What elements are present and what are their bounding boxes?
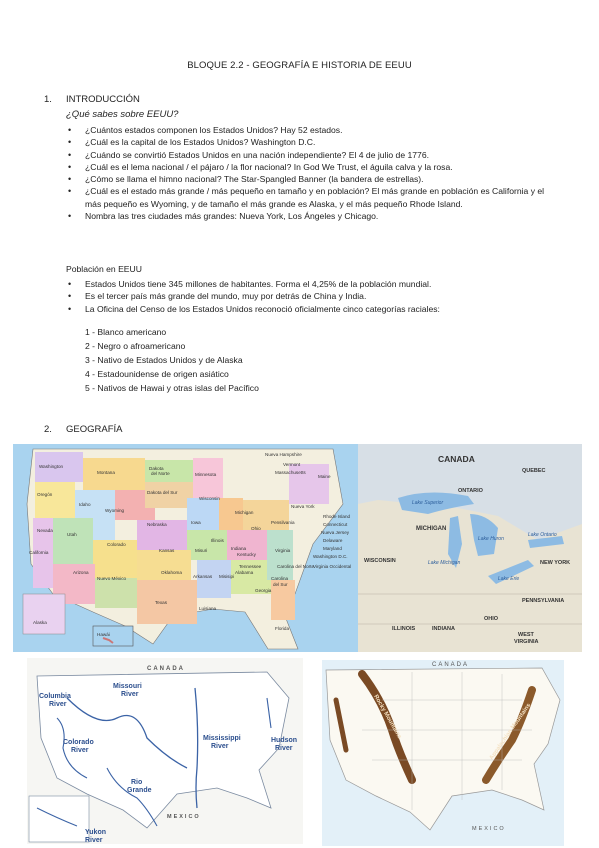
svg-text:Massachusetts: Massachusetts: [275, 470, 306, 475]
svg-text:Virginia Occidental: Virginia Occidental: [313, 564, 352, 569]
svg-text:VIRGINIA: VIRGINIA: [514, 639, 539, 645]
svg-text:Rhode Island: Rhode Island: [323, 514, 351, 519]
svg-text:Maryland: Maryland: [323, 546, 342, 551]
svg-text:Nevada: Nevada: [37, 528, 53, 533]
svg-text:Lake Michigan: Lake Michigan: [428, 560, 461, 566]
svg-text:Colorado: Colorado: [107, 542, 126, 547]
svg-text:Rio: Rio: [131, 779, 143, 786]
svg-text:Delaware: Delaware: [323, 538, 343, 543]
svg-text:Indiana: Indiana: [231, 546, 247, 551]
svg-text:QUEBEC: QUEBEC: [522, 468, 546, 474]
svg-text:Luisiana: Luisiana: [199, 606, 217, 611]
svg-text:Appalachian Mountains: Appalachian Mountains: [488, 702, 533, 762]
svg-text:Tennessee: Tennessee: [239, 564, 262, 569]
svg-text:CANADA: CANADA: [147, 666, 185, 672]
races-list: [85, 325, 259, 395]
svg-text:Oregón: Oregón: [37, 492, 53, 497]
question-item: • ¿Cómo se llama el himno nacional? The Star-Spangled Banner (la bandera de estrellas).: [60, 173, 560, 185]
question-item: • ¿Cuántos estados componen los Estados Unidos? Hay 52 estados.: [60, 124, 560, 136]
question-item: • ¿Cuál es el estado más grande / más pequeño en tamaño y en población? El más grande en población es California y el más pequeño es Wyoming, y de tamaño el más grande es Alaska, y el más pequeño Rhode Island.: [60, 185, 560, 210]
section-subheading: ¿Qué sabes sobre EEUU?: [66, 109, 179, 120]
svg-text:Iowa: Iowa: [191, 520, 201, 525]
svg-text:MEXICO: MEXICO: [472, 826, 506, 832]
svg-text:River: River: [121, 691, 139, 698]
svg-text:River: River: [275, 745, 293, 752]
svg-text:del Norte: del Norte: [151, 471, 170, 476]
svg-text:Kentucky: Kentucky: [237, 552, 256, 557]
svg-text:INDIANA: INDIANA: [432, 626, 455, 632]
svg-text:Texas: Texas: [155, 600, 167, 605]
section-heading: INTRODUCCIÓN: [66, 94, 140, 105]
population-item: • Estados Unidos tiene 345 millones de habitantes. Forma el 4,25% de la población mundial.: [60, 278, 560, 290]
svg-text:Utah: Utah: [67, 532, 77, 537]
svg-text:Arkansas: Arkansas: [193, 574, 213, 579]
race-item: 4 - Estadounidense de origen asiático: [85, 369, 229, 379]
svg-text:MEXICO: MEXICO: [167, 814, 201, 820]
svg-text:Connecticut: Connecticut: [323, 522, 348, 527]
svg-text:Alabama: Alabama: [235, 570, 254, 575]
svg-text:Arizona: Arizona: [73, 570, 89, 575]
svg-text:Misisipi: Misisipi: [219, 574, 235, 579]
svg-text:Idaho: Idaho: [79, 502, 91, 507]
svg-text:Washington D.C.: Washington D.C.: [313, 554, 348, 559]
section-number: 1.: [44, 94, 52, 105]
svg-text:River: River: [211, 743, 229, 750]
svg-text:ILLINOIS: ILLINOIS: [392, 626, 416, 632]
svg-text:OHIO: OHIO: [484, 616, 499, 622]
svg-text:California: California: [29, 550, 49, 555]
svg-text:Nebraska: Nebraska: [147, 522, 167, 527]
svg-text:NEW YORK: NEW YORK: [540, 560, 571, 566]
svg-text:Hudson: Hudson: [271, 737, 298, 744]
section-heading: GEOGRAFÍA: [66, 424, 123, 435]
svg-text:Misuri: Misuri: [195, 548, 208, 553]
document-title: BLOQUE 2.2 - GEOGRAFÍA E HISTORIA DE EEUU: [187, 60, 412, 71]
svg-text:Wisconsin: Wisconsin: [199, 496, 220, 501]
question-item: • ¿Cuál es la capital de los Estados Unidos? Washington D.C.: [60, 136, 560, 148]
us-states-map: [13, 444, 358, 652]
svg-text:MICHIGAN: MICHIGAN: [416, 526, 447, 532]
question-item: • ¿Cuál es el lema nacional / el pájaro / la flor nacional? In God We Trust, el águila calva y la rosa.: [60, 161, 560, 173]
svg-text:Lake Ontario: Lake Ontario: [528, 532, 557, 538]
svg-text:Dakota: Dakota: [149, 466, 164, 471]
svg-text:Lake Huron: Lake Huron: [478, 536, 504, 542]
svg-text:Georgia: Georgia: [255, 588, 272, 593]
svg-text:Dakota del Sur: Dakota del Sur: [147, 490, 178, 495]
svg-text:River: River: [71, 747, 89, 754]
svg-text:Ohio: Ohio: [251, 526, 261, 531]
svg-text:River: River: [49, 701, 67, 708]
svg-text:Michigan: Michigan: [235, 510, 254, 515]
svg-text:PENNSYLVANIA: PENNSYLVANIA: [522, 598, 565, 604]
svg-text:CANADA: CANADA: [438, 454, 475, 464]
svg-text:Nueva Hampshire: Nueva Hampshire: [265, 452, 302, 457]
section-number: 2.: [44, 424, 52, 435]
svg-text:Lake Superior: Lake Superior: [412, 500, 444, 506]
svg-text:Columbia: Columbia: [39, 693, 71, 700]
us-rivers-map: [27, 658, 303, 844]
svg-text:Lake Erie: Lake Erie: [498, 576, 520, 582]
race-item: 3 - Nativo de Estados Unidos y de Alaska: [85, 355, 243, 365]
svg-text:WEST: WEST: [518, 632, 534, 638]
questions-list: [60, 124, 560, 222]
svg-text:CANADA: CANADA: [432, 662, 470, 668]
race-item: 5 - Nativos de Hawai y otras islas del Pacífico: [85, 383, 259, 393]
section-introduccion: [44, 94, 140, 105]
svg-text:Minnesota: Minnesota: [195, 472, 217, 477]
svg-text:Hawái: Hawái: [97, 632, 110, 637]
svg-text:Washington: Washington: [39, 464, 64, 469]
section-geografia: [44, 424, 122, 435]
svg-text:WISCONSIN: WISCONSIN: [364, 558, 396, 564]
svg-text:Illinois: Illinois: [211, 538, 224, 543]
svg-text:Rocky Mountains: Rocky Mountains: [372, 694, 403, 741]
svg-text:Nuevo México: Nuevo México: [97, 576, 127, 581]
svg-text:Grande: Grande: [127, 787, 152, 794]
svg-text:Nueva York: Nueva York: [291, 504, 315, 509]
svg-text:Carolina: Carolina: [271, 576, 289, 581]
svg-text:del Sur: del Sur: [273, 582, 288, 587]
question-item: • Nombra las tres ciudades más grandes: Nueva York, Los Ángeles y Chicago.: [60, 210, 560, 222]
svg-text:Maine: Maine: [318, 474, 331, 479]
svg-text:River: River: [85, 837, 103, 844]
svg-text:Montana: Montana: [97, 470, 115, 475]
svg-text:Nueva Jersey: Nueva Jersey: [321, 530, 350, 535]
race-item: 1 - Blanco americano: [85, 327, 167, 337]
svg-text:Mississippi: Mississippi: [203, 735, 241, 742]
svg-text:Yukon: Yukon: [85, 829, 107, 836]
svg-text:Colorado: Colorado: [63, 739, 94, 746]
question-item: • ¿Cuándo se convirtió Estados Unidos en una nación independiente? El 4 de julio de 1776.: [60, 149, 560, 161]
svg-text:Wyoming: Wyoming: [105, 508, 125, 513]
svg-text:Kansas: Kansas: [159, 548, 175, 553]
population-heading: Población en EEUU: [66, 264, 142, 274]
svg-text:Florida: Florida: [275, 626, 290, 631]
us-mountains-map: [322, 660, 564, 846]
population-item: • La Oficina del Censo de los Estados Unidos reconoció oficialmente cinco categorías raciales:: [60, 303, 560, 315]
svg-text:Alaska: Alaska: [33, 620, 47, 625]
svg-text:ONTARIO: ONTARIO: [458, 488, 483, 494]
svg-text:Pensilvania: Pensilvania: [271, 520, 295, 525]
svg-text:Missouri: Missouri: [113, 683, 142, 690]
svg-text:Vermont: Vermont: [283, 462, 301, 467]
svg-text:Virginia: Virginia: [275, 548, 291, 553]
population-list: [60, 278, 560, 315]
great-lakes-map: [358, 444, 582, 652]
population-item: • Es el tercer país más grande del mundo, muy por detrás de China y India.: [60, 290, 560, 302]
race-item: 2 - Negro o afroamericano: [85, 341, 186, 351]
svg-text:Carolina del Norte: Carolina del Norte: [277, 564, 315, 569]
svg-text:Oklahoma: Oklahoma: [161, 570, 182, 575]
